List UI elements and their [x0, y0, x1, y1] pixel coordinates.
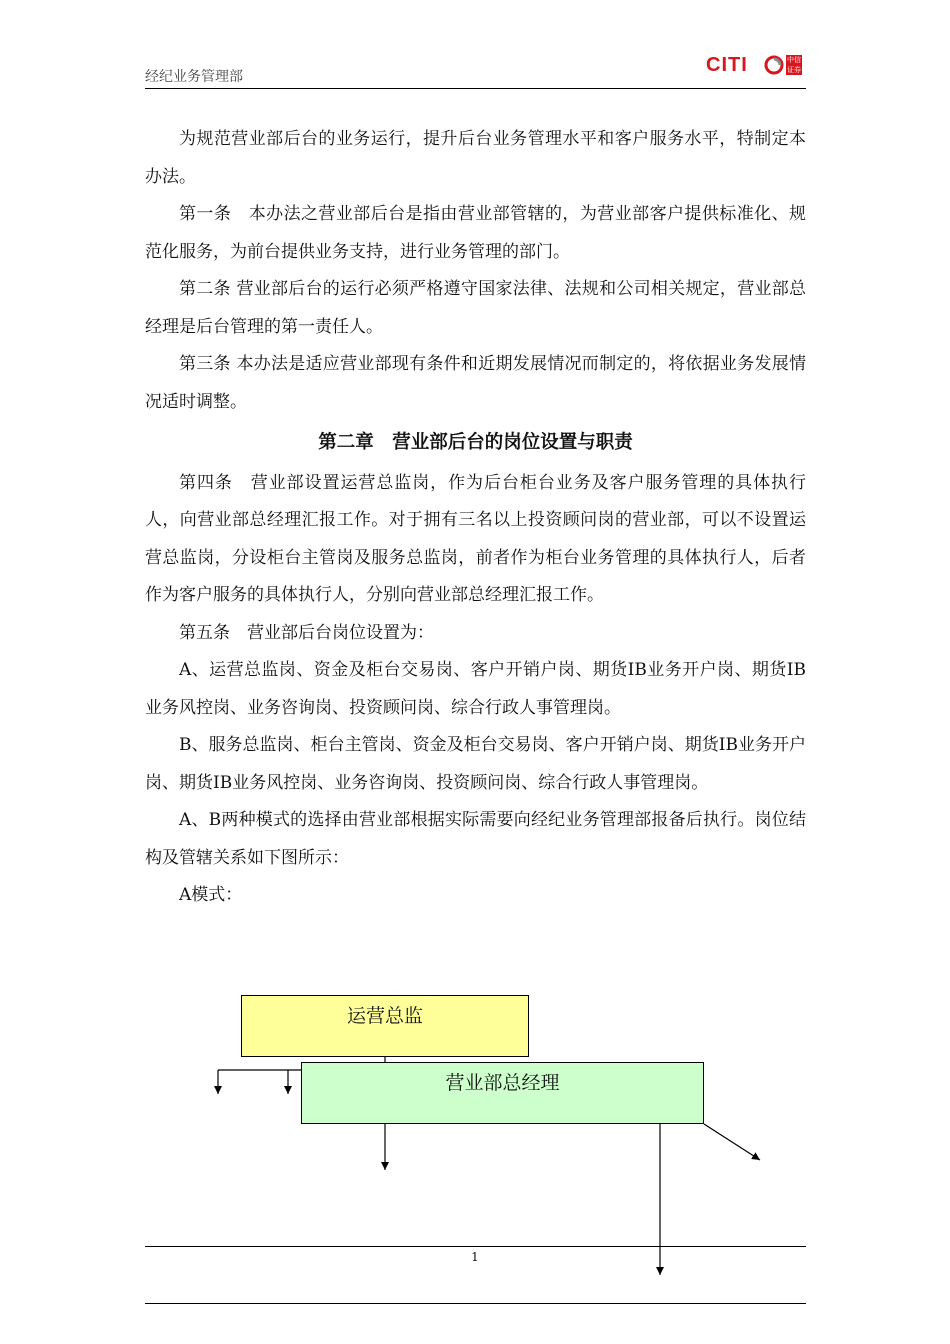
logo-mark-icon: [764, 55, 784, 75]
header-rule: [145, 88, 806, 89]
page-bottom-rule: [145, 1303, 806, 1304]
paragraph-mode-a-label: A模式：: [179, 885, 243, 905]
page-number: 1: [471, 1250, 479, 1264]
document-body: [145, 121, 806, 915]
header-department: 经纪业务管理部: [145, 69, 243, 85]
paragraph-article-2: 第二条 营业部后台的运行必须严格遵守国家法律、法规和公司相关规定，营业部总经理是后台管理的第一责任人。: [145, 279, 806, 337]
paragraph-article-3: 第三条 本办法是适应营业部现有条件和近期发展情况而制定的，将依据业务发展情况适时调整。: [145, 354, 806, 412]
paragraph-article-1: 第一条 本办法之营业部后台是指由营业部管辖的，为营业部客户提供标准化、规范化服务，为前台提供业务支持，进行业务管理的部门。: [145, 204, 806, 262]
paragraph-mode-a-list: A、运营总监岗、资金及柜台交易岗、客户开销户岗、期货IB业务开户岗、期货IB业务风控岗、业务咨询岗、投资顾问岗、综合行政人事管理岗。: [145, 660, 806, 718]
org-box-branch-manager: 营业部总经理: [301, 1062, 704, 1124]
citics-logo: [706, 53, 806, 77]
org-box-ops-director: 运营总监: [241, 995, 529, 1057]
paragraph-mode-b-list: B、服务总监岗、柜台主管岗、资金及柜台交易岗、客户开销户岗、期货IB业务开户岗、期货IB业务风控岗、业务咨询岗、投资顾问岗、综合行政人事管理岗。: [145, 735, 806, 793]
paragraph-mode-selection: A、B两种模式的选择由营业部根据实际需要向经纪业务管理部报备后执行。岗位结构及管辖关系如下图所示：: [145, 810, 806, 868]
footer-rule: [145, 1246, 806, 1247]
paragraph-article-5: 第五条 营业部后台岗位设置为：: [179, 622, 434, 643]
logo-wordmark: CITI: [706, 54, 748, 76]
arrow-mgr-diagonal: [704, 1124, 760, 1160]
paragraph-intro: 为规范营业部后台的业务运行，提升后台业务管理水平和客户服务水平，特制定本办法。: [145, 129, 806, 187]
paragraph-article-4: 第四条 营业部设置运营总监岗，作为后台柜台业务及客户服务管理的具体执行人，向营业部总经理汇报工作。对于拥有三名以上投资顾问岗的营业部，可以不设置运营总监岗，分设柜台主管岗及服务总监岗，前者作为柜台业务管理的具体执行人，后者作为客户服务的具体执行人，分别向营业部总经理汇报工作。: [145, 472, 806, 605]
chapter-title: 第二章 营业部后台的岗位设置与职责: [318, 432, 633, 453]
logo-chinese-mark: 中信证券: [787, 56, 801, 74]
